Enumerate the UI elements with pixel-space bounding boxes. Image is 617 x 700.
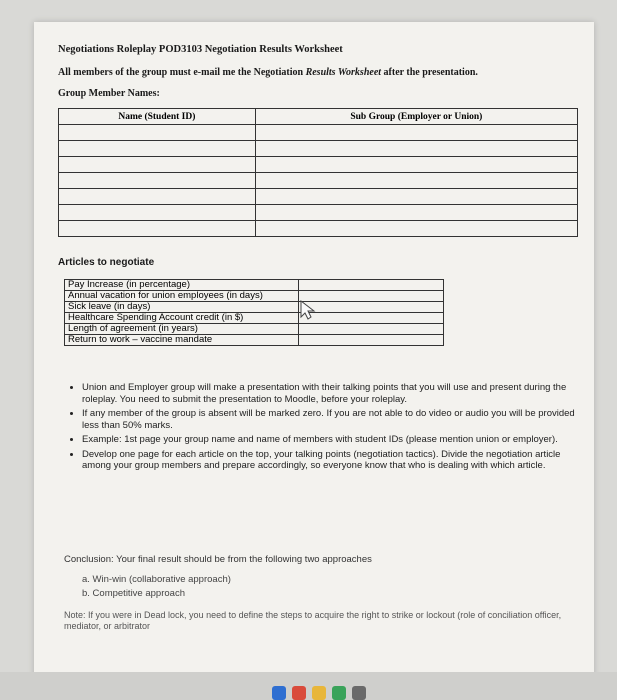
desk-background: [0, 672, 617, 700]
table-row: [65, 302, 444, 313]
subgroup-column-header: Sub Group (Employer or Union): [255, 109, 577, 125]
table-row: [59, 141, 578, 157]
table-cell: [59, 125, 256, 141]
table-cell: [59, 173, 256, 189]
table-row: [65, 313, 444, 324]
table-row: [59, 189, 578, 205]
instruction-italic: Results Worksheet: [305, 67, 382, 78]
group-members-table: [58, 108, 578, 237]
article-name: Healthcare Spending Account credit (in $): [65, 313, 299, 324]
article-result-cell: [299, 280, 444, 291]
article-result-cell: [299, 291, 444, 302]
list-item: • Union and Employer group will make a presentation with their talking points that you will use and present during the roleplay. You need to submit the presentation to Moodle, before your roleplay.: [82, 382, 592, 405]
instruction-suffix: after the presentation.: [381, 67, 478, 78]
table-row: [59, 205, 578, 221]
articles-label: Articles to negotiate: [58, 257, 155, 268]
table-cell: [59, 189, 256, 205]
table-cell: [255, 173, 577, 189]
worksheet-title: Negotiations Roleplay POD3103 Negotiation Results Worksheet: [58, 44, 343, 55]
table-cell: [255, 221, 577, 237]
table-row: [65, 335, 444, 346]
table-cell: [255, 205, 577, 221]
worksheet-page: [34, 22, 594, 700]
article-result-cell: [299, 313, 444, 324]
table-cell: [59, 221, 256, 237]
approach-item: a. Win-win (collaborative approach): [82, 574, 231, 585]
article-name: Annual vacation for union employees (in days): [65, 291, 299, 302]
table-cell: [59, 157, 256, 173]
table-cell: [59, 141, 256, 157]
table-header-row: [59, 109, 578, 125]
instruction-prefix: All members of the group must e-mail me the Negotiation: [58, 67, 306, 78]
table-row: [59, 173, 578, 189]
table-cell: [255, 141, 577, 157]
submission-instruction: [58, 67, 478, 78]
article-result-cell: [299, 335, 444, 346]
table-row: [59, 125, 578, 141]
table-cell: [255, 157, 577, 173]
conclusion-text: Conclusion: Your final result should be from the following two approaches: [64, 554, 372, 565]
article-name: Length of agreement (in years): [65, 324, 299, 335]
list-item: • Example: 1st page your group name and name of members with student IDs (please mention union or employer).: [82, 434, 592, 446]
article-name: Return to work – vaccine mandate: [65, 335, 299, 346]
table-cell: [255, 189, 577, 205]
group-members-label: Group Member Names:: [58, 88, 160, 99]
table-cell: [59, 205, 256, 221]
article-result-cell: [299, 302, 444, 313]
list-item: • If any member of the group is absent will be marked zero. If you are not able to do video or audio you will be provided less than 50% marks.: [82, 408, 592, 431]
desk-object: [272, 686, 286, 700]
list-item: • Develop one page for each article on the top, your talking points (negotiation tactics). Divide the negotiation article among your group members and prepare accordingly, so everyone know that who is dealing with which article.: [82, 449, 592, 472]
desk-object: [312, 686, 326, 700]
table-row: [65, 324, 444, 335]
article-name: Pay Increase (in percentage): [65, 280, 299, 291]
desk-object: [332, 686, 346, 700]
cursor-arrow-icon: [299, 299, 317, 321]
table-row: [59, 157, 578, 173]
desk-object: [292, 686, 306, 700]
article-result-cell: [299, 324, 444, 335]
instructions-list: [64, 382, 592, 475]
desk-object: [352, 686, 366, 700]
table-row: [65, 291, 444, 302]
table-row: [59, 221, 578, 237]
name-column-header: Name (Student ID): [59, 109, 256, 125]
articles-table: [64, 279, 444, 346]
note-text: Note: If you were in Dead lock, you need to define the steps to acquire the right to strike or lockout (role of conciliation officer, mediator, or arbitrator: [64, 610, 562, 631]
article-name: Sick leave (in days): [65, 302, 299, 313]
table-cell: [255, 125, 577, 141]
table-row: [65, 280, 444, 291]
approach-item: b. Competitive approach: [82, 588, 185, 599]
